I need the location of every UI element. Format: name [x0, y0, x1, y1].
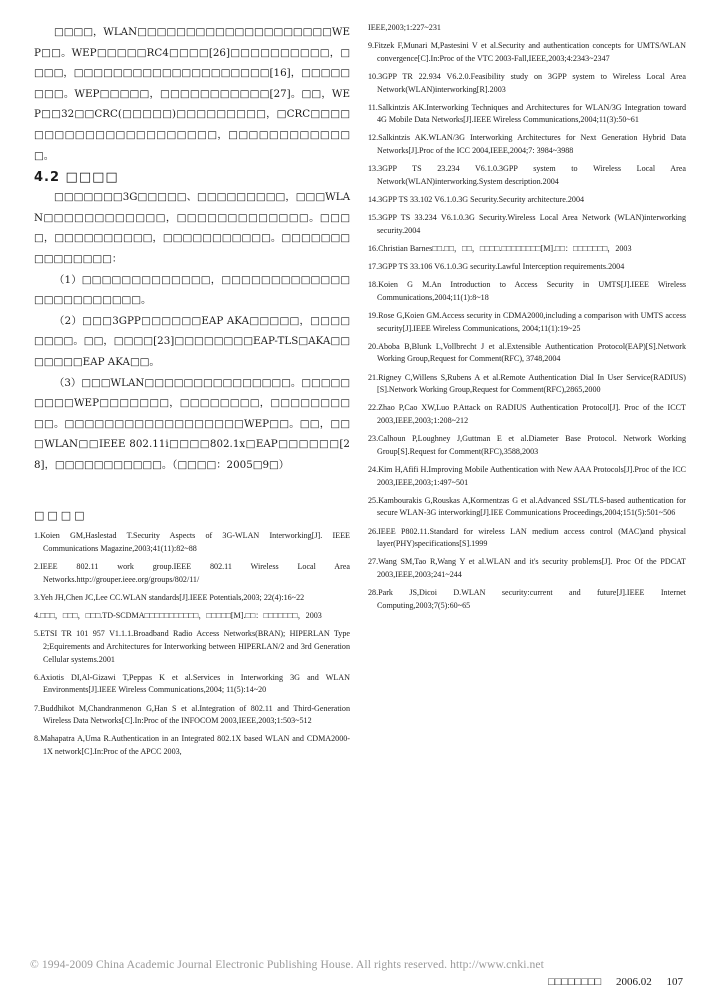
reference-item: 12.Salkintzis AK.WLAN/3G Interworking Architectures for Next Generation Hybrid Data Networks[J].Proc of the ICC 2004,IEEE,2004;7: 3984~3988 — [368, 133, 686, 156]
intro-paragraph: □□□□，WLAN□□□□□□□□□□□□□□□□□□□□WEP□□。WEP□□□□□RC4□□□□[26]□□□□□□□□□□，□□□□，□□□□□□□□□□□□□□□□□□□□[16]，□□□□□□□□。WEP□□□□□，□□□□□□□□□□□[27]。□□，WEP□□32□□CRC(□□□□□)□□□□□□□□□，□CRC□□□□□□□□□□□□□□□□□□□□□□，□□□□□□□□□□□□□。 — [34, 26, 350, 162]
reference-item: 20.Aboba B,Blunk L,Vollbrecht J et al.Extensible Authentication Protocol(EAP)[S].Network Working Group,Request for Comment(RFC), 3748,2004 — [368, 341, 686, 364]
footer-page-number: 107 — [666, 976, 683, 988]
reference-item: 5.ETSI TR 101 957 V1.1.1.Broadband Radio Access Networks(BRAN); HIPERLAN Type 2;Equirements and Architectures for Interworking between HIPERLAN/2 and 3rd Generation Cellular systems.2001 — [34, 629, 350, 664]
reference-item: 14.3GPP TS 33.102 V6.1.0.3G Security.Security architecture.2004 — [368, 195, 585, 205]
reference-item: 7.Buddhikot M,Chandranmenon G,Han S et al.Integration of 802.11 and Third-Generation Wireless Data Networks[C].In:Proc of the INFOCOM 2003,IEEE,2003;1:503~512 — [34, 703, 350, 726]
reference-item: 6.Axiotis DI,Al-Gizawi T,Peppas K et al.Services in Interworking 3G and WLAN Environments[J].IEEE Wireless Communications,2004; 11(5):14~20 — [34, 672, 350, 695]
reference-item: 16.Christian Barnes□□.□□，□□，□□□□.□□□□□□□□[M].□□：□□□□□□□，2003 — [368, 243, 632, 253]
reference-item: IEEE,2003;1:227~231 — [368, 23, 441, 32]
right-column — [368, 22, 686, 618]
reference-item: 26.IEEE P802.11.Standard for wireless LAN medium access control (MAC)and physical layer(PHY)specifications[S].1999 — [368, 526, 686, 549]
section-title: 4.2 □□□□ — [34, 170, 119, 186]
reference-item: 9.Fitzek F,Munari M,Pastesini V et al.Security and authentication concepts for UMTS/WLAN convergence[C].In:Proc of the VTC 2003-Fall,IEEE,2003;4:2343~2347 — [368, 41, 686, 63]
reference-item: 28.Park JS,Dicoi D.WLAN security:current and future[J].IEEE Internet Computing,2003;7(5):60~65 — [368, 588, 686, 610]
reference-item: 23.Calhoun P,Loughney J,Guttman E et al.Diameter Base Protocol. Network Working Group[S].Request for Comment(RFC),3588,2003 — [368, 434, 686, 456]
reference-item: 4.□□□，□□□，□□□.TD-SCDMA□□□□□□□□□□□，□□□□□[M].□□：□□□□□□□，2003 — [34, 611, 322, 621]
reference-list-right — [368, 22, 686, 613]
reference-item: 22.Zhao P,Cao XW,Luo P.Attack on RADIUS Authentication Protocol[J]. Proc of the ICCT 2003,IEEE,2003;1:208~212 — [368, 403, 686, 426]
reference-item: 27.Wang SM,Tao R,Wang Y et al.WLAN and it's security problems[J]. Proc Of the PDCAT 2003,IEEE,2003;241~244 — [368, 557, 686, 580]
reference-item: 13.3GPP TS 23.234 V6.1.0.3GPP system to Wireless Local Area Network(WLAN)interworking.System description.2004 — [368, 164, 686, 186]
footer-issue: 2006.02 — [616, 976, 652, 988]
reference-item: 1.Koien GM,Haslestad T.Security Aspects of 3G-WLAN Interworking[J]. IEEE Communications Magazine,2003;41(11):82~88 — [34, 531, 350, 554]
reference-item: 11.Salkintzis AK.Interworking Techniques and Architectures for WLAN/3G Integration toward 4G Mobile Data Networks[J].IEEE Wireless Communications,2004;11(3):50~61 — [368, 102, 686, 125]
reference-item: 18.Koien G M.An Introduction to Access Security in UMTS[J].IEEE Wireless Communications,2004;11(1):8~18 — [368, 280, 686, 302]
reference-item: 8.Mahapatra A,Uma R.Authentication in an Integrated 802.1X based WLAN and CDMA2000-1X network[C].In:Proc of the APCC 2003, — [34, 734, 350, 757]
reference-item: 25.Kambourakis G,Rouskas A,Kormentzas G et al.Advanced SSL/TLS-based authentication for secure WLAN-3G interworking[J].IEE Communications Proceedings,2004;151(5):501~506 — [368, 495, 686, 518]
left-column — [34, 22, 350, 764]
copyright-watermark: © 1994-2009 China Academic Journal Electronic Publishing House. All rights reserved. http://www.cnki.net — [30, 958, 545, 971]
footer-journal-name: □□□□□□□□ — [548, 976, 602, 988]
section-paragraph: （3）□□□WLAN□□□□□□□□□□□□□□□。□□□□□□□□□WEP□□□□□□□，□□□□□□□□，□□□□□□□□□□。□□□□□□□□□□□□□□□□□□WEP□□。□□，□□□WLAN□□IEEE 802.11i□□□□802.1x□EAP□□□□□□[28]，□□□□□□□□□□□。（□□□□：2005□9□） — [34, 376, 350, 471]
reference-item: 2.IEEE 802.11 work group.IEEE 802.11 Wireless Local Area Networks.http://grouper.ieee.org/groups/802/11/ — [34, 562, 350, 584]
page-footer — [536, 976, 683, 988]
reference-item: 10.3GPP TR 22.934 V6.2.0.Feasibility study on 3GPP system to Wireless Local Area Network(WLAN)interworking[R].2003 — [368, 71, 686, 94]
reference-item: 17.3GPP TS 33.106 V6.1.0.3G security.Lawful Interception requirements.2004 — [368, 262, 625, 272]
reference-item: 24.Kim H,Afifi H.Improving Mobile Authentication with New AAA Protocols[J].Proc of the ICC 2003,IEEE,2003;1:497~501 — [368, 464, 686, 487]
reference-list-left — [34, 530, 350, 758]
reference-item: 15.3GPP TS 33.234 V6.1.0.3G Security.Wireless Local Area Network (WLAN)interworking security.2004 — [368, 213, 686, 235]
section-paragraph: □□□□□□□3G□□□□□、□□□□□□□□□，□□□WLAN□□□□□□□□□□□□，□□□□□□□□□□□□□。□□□□，□□□□□□□□□□，□□□□□□□□□□□。□□□□□□□□□□□□□□□： — [34, 191, 350, 265]
section-paragraph: （1）□□□□□□□□□□□□□，□□□□□□□□□□□□□□□□□□□□□□□□。 — [34, 273, 350, 307]
references-title: □□□□ — [34, 509, 88, 523]
reference-item: 21.Rigney C,Willens S,Rubens A et al.Remote Authentication Dial In User Service(RADIUS)[S].Network Working Group,Request for Comment(RFC),2865,2000 — [368, 372, 686, 395]
reference-item: 3.Yeh JH,Chen JC,Lee CC.WLAN standards[J].IEEE Potentials,2003; 22(4):16~22 — [34, 593, 305, 603]
section-paragraph: （2）□□□3GPP□□□□□□EAP AKA□□□□□，□□□□□□□□。□□，□□□□[23]□□□□□□□□EAP-TLS□AKA□□□□□□□EAP AKA□□。 — [34, 314, 350, 368]
reference-item: 19.Rose G,Koien GM.Access security in CDMA2000,including a comparison with UMTS access security[J].IEEE Wireless Communications, 2004;11(1):19~25 — [368, 310, 686, 333]
